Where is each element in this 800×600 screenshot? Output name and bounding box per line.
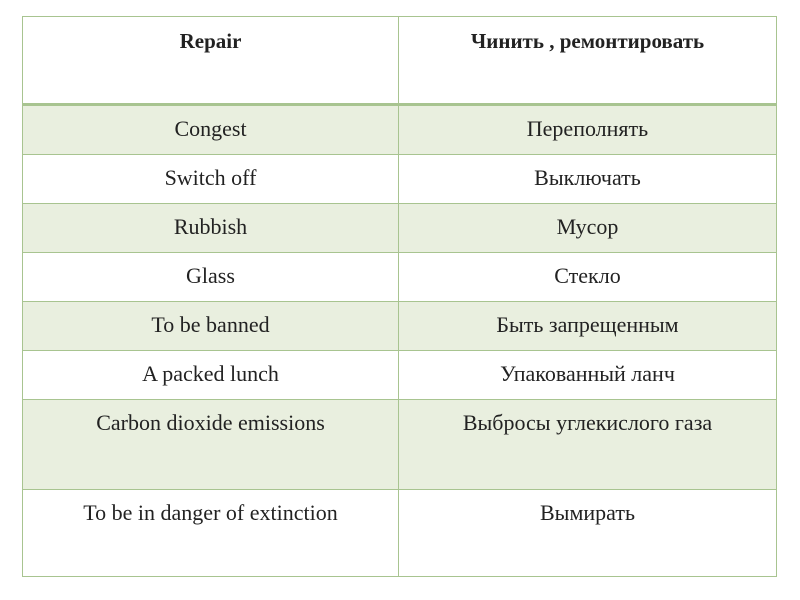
cell-russian: Выключать (534, 165, 641, 190)
cell-russian: Мусор (556, 214, 619, 239)
cell-english: Congest (23, 106, 399, 154)
cell-english: To be banned (23, 302, 399, 350)
table-row (23, 302, 776, 351)
table-row (23, 155, 776, 204)
table-header-row (23, 17, 776, 106)
cell-russian: Переполнять (526, 116, 649, 141)
cell-english: Rubbish (23, 204, 399, 252)
cell-english: Glass (23, 253, 399, 301)
table-row (23, 400, 776, 490)
cell-russian: Выбросы углекислого газа (462, 410, 713, 435)
cell-english: A packed lunch (23, 351, 399, 399)
cell-russian: Вымирать (540, 500, 635, 525)
cell-russian: Упакованный ланч (500, 361, 675, 386)
cell-english: To be in danger of extinction (23, 490, 399, 576)
table-row (23, 490, 776, 576)
table-row (23, 253, 776, 302)
table-row (23, 106, 776, 155)
header-cell-english: Repair (23, 17, 399, 103)
cell-russian: Стекло (554, 263, 621, 288)
header-cell-russian: Чинить , ремонтировать (470, 29, 705, 53)
cell-english: Switch off (23, 155, 399, 203)
cell-russian: Быть запрещенным (496, 312, 679, 337)
cell-english: Carbon dioxide emissions (23, 400, 399, 489)
vocabulary-table (22, 16, 777, 577)
table-row (23, 351, 776, 400)
table-row (23, 204, 776, 253)
